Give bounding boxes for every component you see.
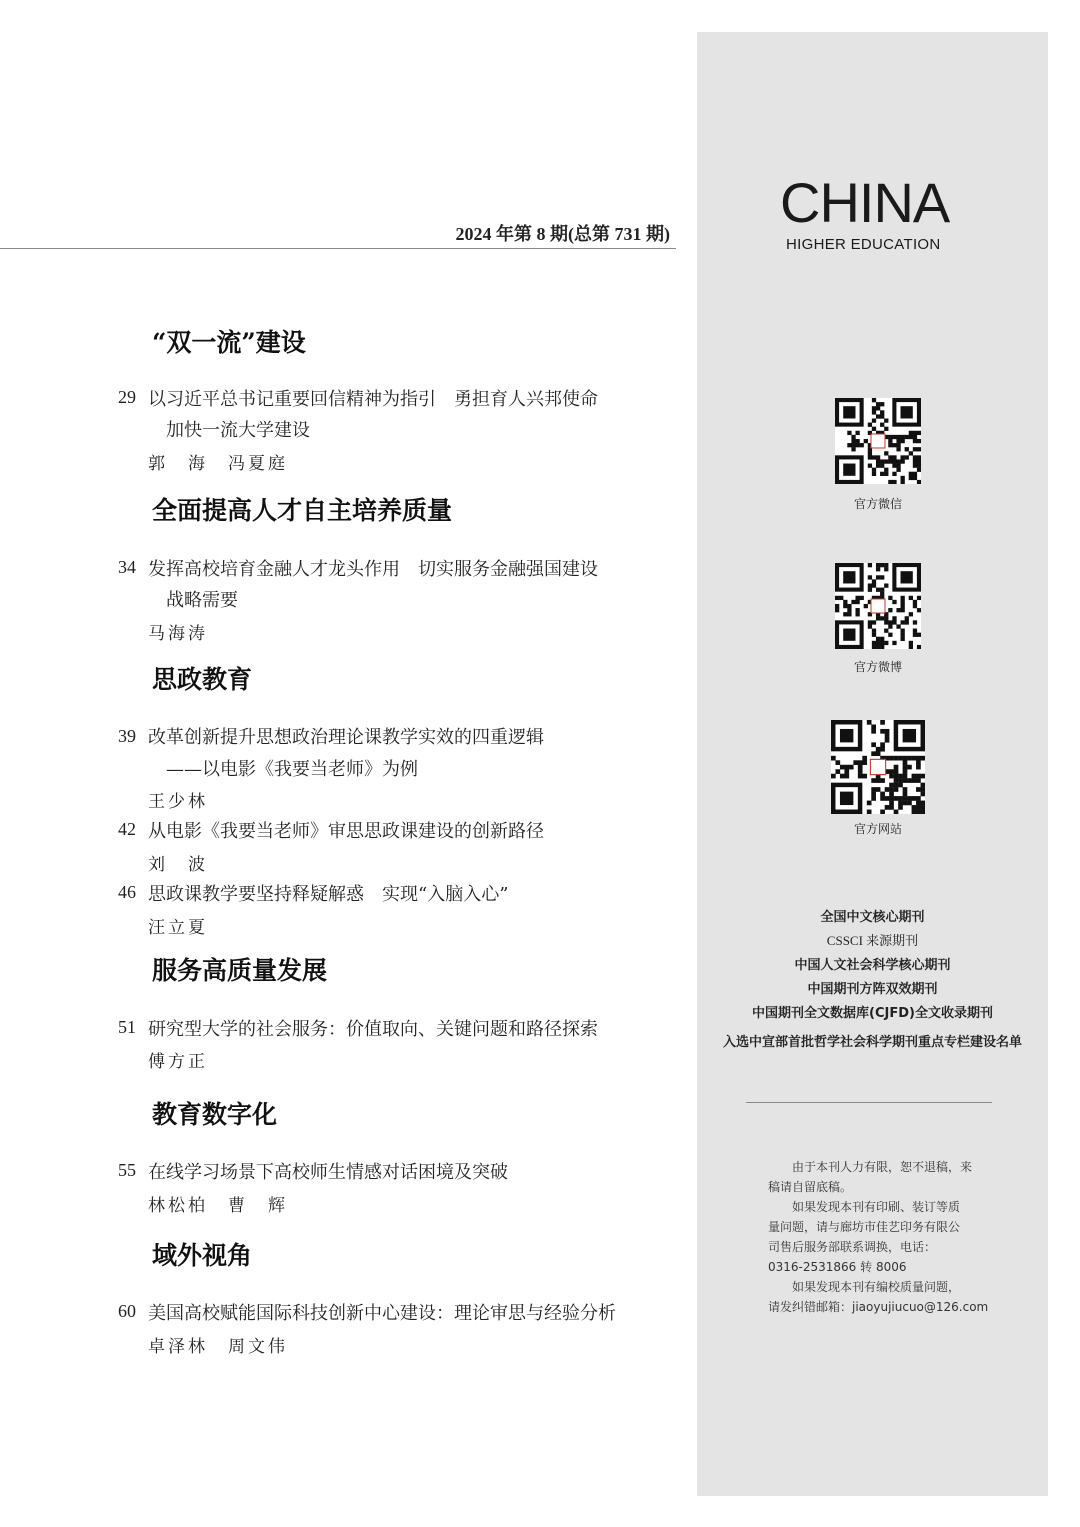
notice-line: 请发纠错邮箱：jiaoyujiucuo@126.com	[768, 1300, 989, 1314]
qr-icon	[835, 563, 921, 649]
article-title[interactable]: 在线学习场景下高校师生情感对话困境及突破	[148, 1162, 508, 1183]
qr-icon	[831, 720, 925, 814]
indexing-line: 中国人文社会科学核心期刊	[794, 958, 951, 973]
article-page: 55	[118, 1160, 136, 1180]
article-title-cont[interactable]: 战略需要	[166, 590, 238, 611]
article-title[interactable]: 以习近平总书记重要回信精神为指引 勇担育人兴邦使命	[148, 389, 598, 410]
section-title: 思政教育	[152, 665, 253, 694]
article-title[interactable]: 思政课教学要坚持释疑解惑 实现“入脑入心”	[148, 884, 509, 905]
article-author: 林松柏 曹 辉	[148, 1196, 288, 1216]
section-title: 域外视角	[152, 1241, 253, 1270]
article-author: 汪立夏	[148, 918, 208, 938]
notice-line: 司售后服务部联系调换，电话：	[768, 1240, 937, 1254]
indexing-line: 全国中文核心期刊	[820, 910, 925, 925]
notice-line: 如果发现本刊有编校质量问题，	[768, 1280, 961, 1294]
issue-rule	[0, 248, 676, 249]
logo-wordmark: CHINA	[780, 171, 950, 234]
notice-line: 如果发现本刊有印刷、装订等质	[768, 1200, 961, 1214]
article-page: 34	[118, 557, 136, 577]
indexing-line: CSSCI 来源期刊	[826, 933, 919, 948]
notice-line: 0316-2531866 转 8006	[768, 1260, 907, 1274]
article-page: 39	[118, 726, 136, 746]
article-page: 51	[118, 1017, 136, 1037]
website-qr-code[interactable]	[831, 720, 925, 814]
issue-number: 2024 年第 8 期(总第 731 期)	[455, 224, 670, 244]
notice-line: 量问题，请与廊坊市佳艺印务有限公	[768, 1220, 961, 1234]
section-title: 教育数字化	[152, 1100, 278, 1129]
indexing-line: 中国期刊方阵双效期刊	[807, 982, 938, 997]
article-author: 卓泽林 周文伟	[148, 1337, 288, 1357]
sidebar-divider	[746, 1102, 992, 1103]
article-author: 傅方正	[148, 1052, 208, 1072]
qr-icon	[835, 398, 921, 484]
section-title: 全面提高人才自主培养质量	[152, 496, 453, 525]
article-title[interactable]: 从电影《我要当老师》审思思政课建设的创新路径	[148, 821, 544, 842]
notice-line: 稿请自留底稿。	[768, 1180, 853, 1194]
article-author: 马海涛	[148, 624, 208, 644]
indexing-line: 中国期刊全文数据库(CJFD)全文收录期刊	[752, 1006, 993, 1021]
article-title-cont[interactable]: ——以电影《我要当老师》为例	[166, 759, 418, 780]
article-page: 29	[118, 387, 136, 407]
qr-label: 官方微信	[853, 497, 902, 511]
article-title[interactable]: 美国高校赋能国际科技创新中心建设：理论审思与经验分析	[148, 1303, 616, 1324]
article-title[interactable]: 改革创新提升思想政治理论课教学实效的四重逻辑	[148, 727, 544, 748]
section-title: “双一流”建设	[152, 328, 306, 357]
section-title: 服务高质量发展	[152, 956, 328, 985]
article-author: 郭 海 冯夏庭	[148, 454, 288, 474]
article-title[interactable]: 研究型大学的社会服务：价值取向、关键问题和路径探索	[148, 1019, 598, 1040]
indexing-line: 入选中宣部首批哲学社会科学期刊重点专栏建设名单	[722, 1035, 1022, 1050]
article-title-cont[interactable]: 加快一流大学建设	[166, 420, 310, 441]
logo-subtitle: HIGHER EDUCATION	[786, 236, 941, 253]
article-author: 王少林	[148, 792, 208, 812]
qr-label: 官方微博	[853, 660, 902, 674]
weibo-qr-code[interactable]	[835, 563, 921, 649]
article-title[interactable]: 发挥高校培育金融人才龙头作用 切实服务金融强国建设	[148, 559, 598, 580]
wechat-qr-code[interactable]	[835, 398, 921, 484]
article-page: 60	[118, 1301, 136, 1321]
article-page: 42	[118, 819, 136, 839]
article-page: 46	[118, 882, 136, 902]
notice-line: 由于本刊人力有限，恕不退稿，来	[768, 1160, 973, 1174]
qr-label: 官方网站	[853, 822, 902, 836]
article-author: 刘 波	[148, 855, 208, 875]
